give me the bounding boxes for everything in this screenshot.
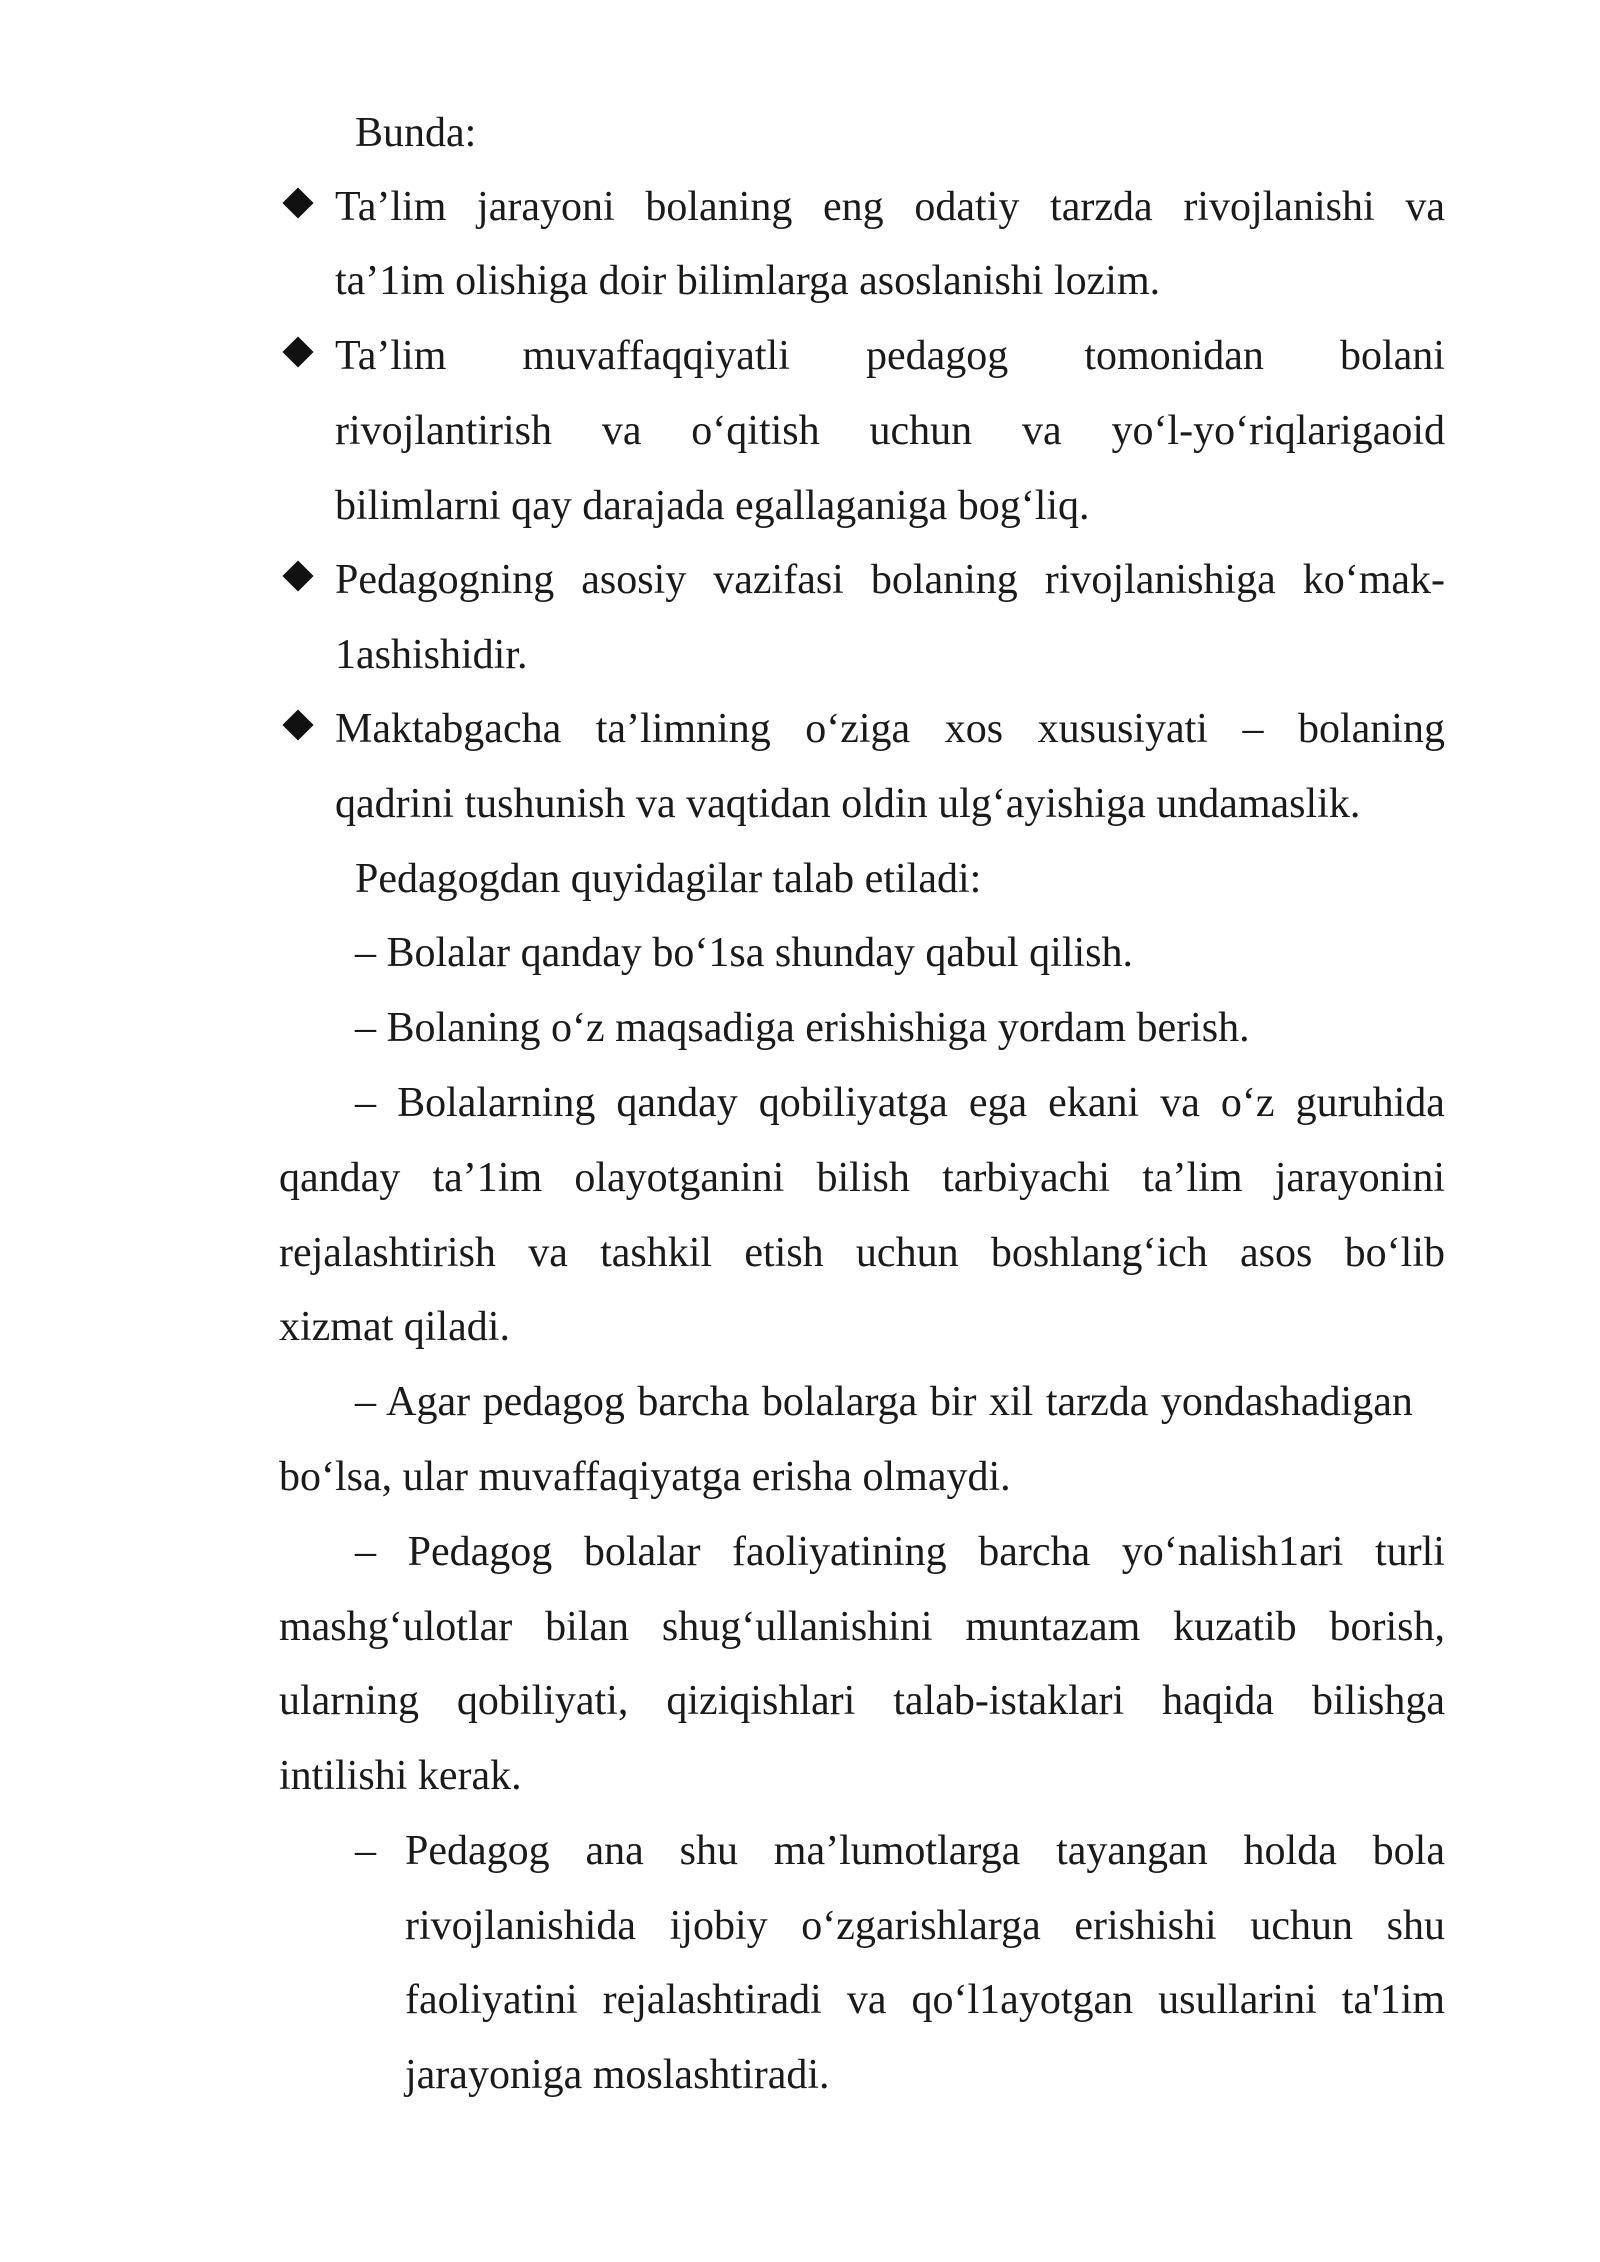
word: va [1160, 1080, 1200, 1126]
word: ma’lumotlarga [773, 1828, 1021, 1874]
word: qobiliyati, [456, 1678, 629, 1724]
word: – [1242, 706, 1264, 752]
diamond-bullet-icon [282, 336, 313, 367]
word: Pedagogning [335, 557, 555, 603]
word: va [1021, 408, 1062, 454]
word: Pedagog [407, 1529, 553, 1575]
word: Ta’lim [335, 333, 447, 379]
word: ta’1im [432, 1155, 543, 1201]
word: Maktabgacha [335, 706, 562, 752]
word: asos [1240, 1230, 1313, 1276]
word: bilish [816, 1155, 910, 1201]
word: qanday [616, 1080, 738, 1126]
para-3-line-1 [355, 1531, 1445, 1573]
word: o‘qitish [691, 408, 820, 454]
word: kuzatib [1173, 1604, 1297, 1650]
word: borish, [1329, 1604, 1445, 1650]
word: muntazam [965, 1604, 1141, 1650]
word: yo‘nalish1ari [1121, 1529, 1344, 1575]
word: yo‘l-yo‘riqlarigaoid [1111, 408, 1445, 454]
para-3-line-4: intilishi kerak. [279, 1753, 522, 1799]
word: ko‘mak- [1302, 557, 1445, 603]
para-1-line-1 [355, 1082, 1445, 1124]
word: o‘zgarishlarga [801, 1903, 1041, 1949]
word: Pedagog [405, 1828, 550, 1874]
word: jarayonini [1274, 1155, 1445, 1201]
word: rivojlantirish [335, 408, 552, 454]
bullet-4-line-2: qadrini tushunish va vaqtidan oldin ulg‘ayishiga undamaslik. [335, 781, 1361, 827]
diamond-bullet-icon [282, 709, 313, 740]
word: rivojlanishi [1183, 184, 1375, 230]
para-3-line-3 [279, 1680, 1445, 1722]
word: odatiy [914, 184, 1020, 230]
para-4-line-2 [405, 1905, 1445, 1947]
word: holda [1243, 1828, 1337, 1874]
bullet-2-line-2 [335, 410, 1445, 452]
word: shu [1386, 1903, 1445, 1949]
word: tomonidan [1084, 333, 1264, 379]
word: bolani [1339, 333, 1445, 379]
bullet-3-line-1 [335, 559, 1445, 601]
word: eng [823, 184, 884, 230]
word: qiziqishlari [666, 1678, 856, 1724]
word: – [355, 1080, 376, 1126]
word: ularning [279, 1678, 419, 1724]
word: boshlang‘ich [990, 1230, 1208, 1276]
bullet-1-line-2: ta’1im olishiga doir bilimlarga asoslanishi lozim. [335, 258, 1161, 304]
word: guruhida [1295, 1080, 1445, 1126]
word: rivojlanishida [405, 1903, 636, 1949]
word: shug‘ullanishini [661, 1604, 933, 1650]
word: bilan [545, 1604, 630, 1650]
word: o‘ziga [805, 706, 911, 752]
word: bolaning [870, 557, 1018, 603]
para-4-line-1 [405, 1830, 1445, 1872]
word: ta’limning [595, 706, 771, 752]
word: bo‘lib [1344, 1230, 1445, 1276]
word: uchun [1250, 1903, 1353, 1949]
word: ta’lim [1142, 1155, 1243, 1201]
word: bola [1372, 1828, 1445, 1874]
word: olayotganini [574, 1155, 785, 1201]
para-1-line-2 [279, 1157, 1445, 1199]
word: va [846, 1977, 887, 2023]
word: jarayoni [477, 184, 615, 230]
word: faoliyatining [732, 1529, 947, 1575]
word: xos [944, 706, 1004, 752]
word: bilishga [1311, 1678, 1445, 1724]
bullet-3-line-2: 1ashishidir. [335, 632, 528, 678]
word: rejalashtirish [279, 1230, 496, 1276]
word: haqida [1162, 1678, 1275, 1724]
word: uchun [869, 408, 973, 454]
word: ijobiy [669, 1903, 768, 1949]
bullet-2-line-3: bilimlarni qay darajada egallaganiga bog‘liq. [335, 483, 1090, 529]
intro-text: Bunda: [355, 110, 477, 156]
diamond-bullet-icon [282, 560, 313, 591]
word: asosiy [581, 557, 687, 603]
para-3-line-2 [279, 1606, 1445, 1648]
word: bolalar [583, 1529, 701, 1575]
word: qo‘l1ayotgan [911, 1977, 1134, 2023]
word: talab-istaklari [893, 1678, 1125, 1724]
word: ta'1im [1341, 1977, 1445, 2023]
diamond-bullet-icon [282, 187, 313, 218]
word: xususiyati [1037, 706, 1208, 752]
word: va [601, 408, 642, 454]
bullet-4-line-1 [335, 708, 1445, 750]
word: uchun [855, 1230, 959, 1276]
word: tarbiyachi [942, 1155, 1110, 1201]
word: Ta’lim [335, 184, 447, 230]
para-4-dash: – [355, 1828, 376, 1874]
requirements-title: Pedagogdan quyidagilar talab etiladi: [355, 856, 982, 902]
word: ana [585, 1828, 644, 1874]
word: pedagog [865, 333, 1009, 379]
word: o‘z [1220, 1080, 1275, 1126]
word: tayangan [1056, 1828, 1208, 1874]
word: va [528, 1230, 568, 1276]
word: barcha [978, 1529, 1091, 1575]
word: muvaffaqqiyatli [522, 333, 790, 379]
word: tarzda [1050, 184, 1153, 230]
word: qobiliyatga [758, 1080, 948, 1126]
word: rejalashtiradi [602, 1977, 822, 2023]
para-2-line-1: – Agar pedagog barcha bolalarga bir xil tarzda yondashadigan [355, 1379, 1413, 1425]
word: qanday [279, 1155, 401, 1201]
word: turli [1374, 1529, 1445, 1575]
word: tashkil [600, 1230, 713, 1276]
word: erishishi [1074, 1903, 1217, 1949]
word: shu [679, 1828, 738, 1874]
para-2-line-2: bo‘lsa, ular muvaffaqiyatga erisha olmaydi. [279, 1454, 1011, 1500]
word: va [1405, 184, 1445, 230]
word: vazifasi [713, 557, 844, 603]
bullet-2-line-1 [335, 335, 1445, 377]
para-1-line-4: xizmat qiladi. [279, 1304, 510, 1350]
word: rivojlanishiga [1044, 557, 1276, 603]
word: mashg‘ulotlar [279, 1604, 513, 1650]
para-1-line-3 [279, 1232, 1445, 1274]
word: etish [744, 1230, 824, 1276]
word: usullarini [1158, 1977, 1317, 2023]
word: Bolalarning [397, 1080, 596, 1126]
word: ekani [1048, 1080, 1140, 1126]
word: – [355, 1529, 376, 1575]
word: bolaning [645, 184, 793, 230]
requirement-item: – Bolaning o‘z maqsadiga erishishiga yordam berish. [355, 1005, 1250, 1051]
para-4-line-4: jarayoniga moslashtiradi. [405, 2052, 830, 2098]
word: faoliyatini [405, 1977, 578, 2023]
word: bolaning [1297, 706, 1445, 752]
para-4-line-3 [405, 1979, 1445, 2021]
requirement-item: – Bolalar qanday bo‘1sa shunday qabul qilish. [355, 930, 1134, 976]
bullet-1-line-1 [335, 186, 1445, 228]
word: ega [968, 1080, 1028, 1126]
